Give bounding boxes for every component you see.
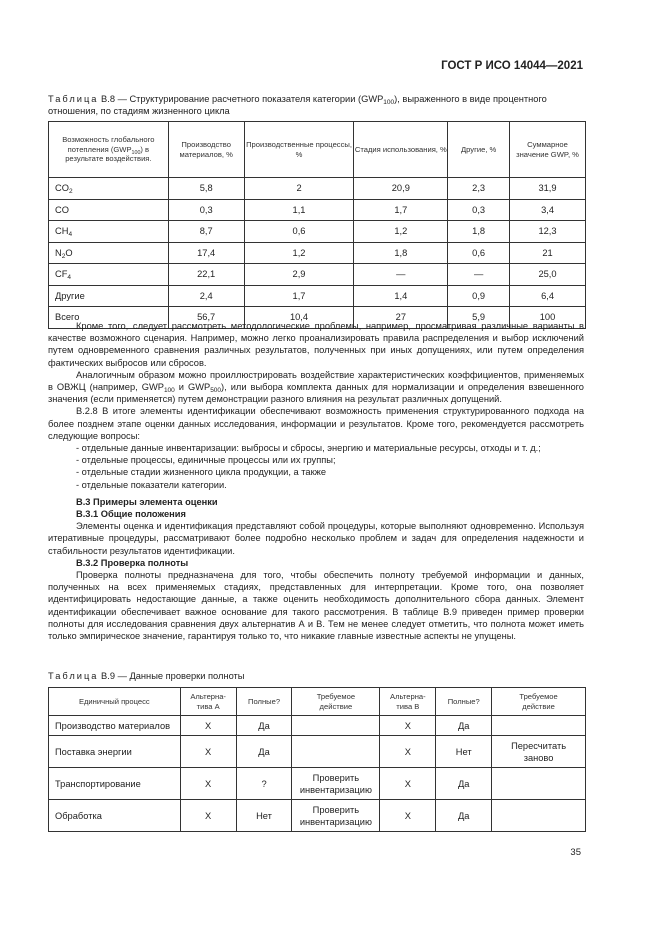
list-item: - отдельные процессы, единичные процессы или их группы; [76, 455, 336, 466]
value-cell: X [380, 768, 436, 800]
value-cell: 1,7 [354, 199, 448, 221]
value-cell: — [354, 264, 448, 286]
value-cell: Да [436, 716, 492, 736]
substance-cell: Всего [49, 307, 169, 329]
value-cell: 8,7 [168, 221, 244, 243]
substance-cell: $CH_4$ [49, 221, 169, 243]
list-item: - отдельные показатели категории. [76, 479, 227, 490]
value-cell: 56,7 [168, 307, 244, 329]
value-cell: 17,4 [168, 242, 244, 264]
substance-cell: $CF_4$ [49, 264, 169, 286]
subsection-heading: В.3.2 Проверка полноты [76, 557, 189, 568]
value-cell: ? [236, 768, 292, 800]
paragraph: Проверка полноты предназначена для того, чтобы обеспечить полноту требуемой информации и данных, полученных на всех применяемых стадиях, представленных для интерпретации. Кроме того, она позволяет идентифицировать недостающие данные, а также оценить необходимость дополнительного сбора данных. Элемент идентификации обеспечивает важное основание для такого рассмотрения. В таблице В.9 приведен пример проверки полноты для исследования сравнения двух альтернатив А и В. Тем не менее следует отметить, что полнота может иметь только эмпирическое значение, гарантируя только то, что никакие главные известные аспекты не упущены. [48, 570, 584, 642]
value-cell: 0,9 [448, 285, 510, 307]
table-b8-caption: Таблица В.8 — Структурирование расчетного показателя категории $(GWP_{100})$, выраженного в виде процентного отношения, по стадиям жизненного цикла [48, 94, 547, 116]
paragraph: Элементы оценка и идентификация представляют собой процедуры, которые выполняют одновременно. Используя итеративные процедуры, рассматривают более подробно несколько проблем и задач для определения надежности и стабильности результатов идентификации. [48, 521, 584, 556]
process-cell: Поставка энергии [49, 736, 181, 768]
table-row [49, 285, 586, 307]
value-cell: 0,6 [448, 242, 510, 264]
value-cell: 0,6 [244, 221, 354, 243]
paragraph: В.2.8 В итоге элементы идентификации обеспечивают возможность применения структурированного подхода на более позднем этапе оценки данных исследования, информации и результатов. Кроме того, рекомендуется рассмотреть следующие вопросы: [48, 406, 584, 441]
table-row [49, 178, 586, 200]
value-cell: 1,4 [354, 285, 448, 307]
table-row [49, 264, 586, 286]
value-cell: 0,3 [168, 199, 244, 221]
value-cell: 27 [354, 307, 448, 329]
value-cell: 100 [510, 307, 586, 329]
process-cell: Производство материалов [49, 716, 181, 736]
action-cell [492, 768, 586, 800]
header-cell: Полные? [436, 688, 492, 716]
value-cell: 25,0 [510, 264, 586, 286]
value-cell: Да [436, 768, 492, 800]
action-cell [492, 716, 586, 736]
table-row [49, 800, 586, 832]
list-item: - отдельные данные инвентаризации: выбросы и сбросы, энергию и материальные ресурсы, отходы и т. д.; [76, 443, 541, 454]
table-b9 [48, 687, 586, 832]
value-cell: 12,3 [510, 221, 586, 243]
section-heading: В.3 Примеры элемента оценки [76, 496, 218, 507]
header-cell: Требуемое действие [492, 688, 586, 716]
table-row [49, 736, 586, 768]
subsection-heading: В.3.1 Общие положения [76, 509, 186, 520]
action-cell: Пересчитать заново [492, 736, 586, 768]
value-cell: 5,9 [448, 307, 510, 329]
value-cell: Да [436, 800, 492, 832]
value-cell: Да [236, 736, 292, 768]
value-cell: 2 [244, 178, 354, 200]
header-cell: Другие, % [448, 122, 510, 178]
table-header-row [49, 122, 586, 178]
list-item: - отдельные стадии жизненного цикла продукции, а также [76, 467, 327, 478]
document-id: ГОСТ Р ИСО 14044—2021 [441, 60, 583, 72]
value-cell: 0,3 [448, 199, 510, 221]
substance-cell: $CO_2$ [49, 178, 169, 200]
header-cell: Стадия использования, % [354, 122, 448, 178]
substance-cell: CO [49, 199, 169, 221]
table-b9-caption: Таблица В.9 — Данные проверки полноты [48, 671, 245, 681]
table-header-row [49, 688, 586, 716]
value-cell: 1,8 [448, 221, 510, 243]
value-cell: Да [236, 716, 292, 736]
paragraph: Аналогичным образом можно проиллюстрировать воздействие характеристических коэффициентов, применяемых в ОВЖЦ (например, $GWP_{100}$ и $GWP_{500}$), или выбора комплекта данных для нормализации и определения взвешенного значения (если применяется) путем демонстрации разного влияния на результат различных допущений. [48, 369, 584, 405]
table-row [49, 221, 586, 243]
process-cell: Обработка [49, 800, 181, 832]
value-cell: 1,1 [244, 199, 354, 221]
substance-cell: $N_2O$ [49, 242, 169, 264]
action-cell [292, 736, 380, 768]
value-cell: X [380, 800, 436, 832]
value-cell: 1,2 [354, 221, 448, 243]
header-cell: Альтерна-тива В [380, 688, 436, 716]
value-cell: Нет [236, 800, 292, 832]
value-cell: 31,9 [510, 178, 586, 200]
value-cell: 1,8 [354, 242, 448, 264]
table-row [49, 242, 586, 264]
substance-cell: Другие [49, 285, 169, 307]
value-cell: X [180, 768, 236, 800]
value-cell: Нет [436, 736, 492, 768]
value-cell: 2,4 [168, 285, 244, 307]
header-cell: Производство материалов, % [168, 122, 244, 178]
header-cell: Возможность глобального потепления $(GWP_{100})$ в результате воздействия. [49, 122, 169, 178]
value-cell: X [180, 716, 236, 736]
value-cell: 20,9 [354, 178, 448, 200]
header-cell: Единичный процесс [49, 688, 181, 716]
header-cell: Требуемое действие [292, 688, 380, 716]
value-cell: X [380, 716, 436, 736]
body-text [48, 320, 584, 642]
paragraph: Кроме того, следует рассмотреть методологические проблемы, например, просматривая различные варианты в качестве возможного сценария. Например, можно легко проанализировать правила распределения и выбор исключений путем одновременного сравнения различных результатов, полученных при иных допущениях, или путем определения фактических выбросов или сбросов. [48, 321, 584, 368]
value-cell: — [448, 264, 510, 286]
value-cell: 21 [510, 242, 586, 264]
action-cell [492, 800, 586, 832]
table-row [49, 199, 586, 221]
value-cell: X [180, 800, 236, 832]
action-cell: Проверить инвентаризацию [292, 768, 380, 800]
header-cell: Производственные процессы, % [244, 122, 354, 178]
value-cell: 2,3 [448, 178, 510, 200]
value-cell: X [180, 736, 236, 768]
value-cell: X [380, 736, 436, 768]
value-cell: 2,9 [244, 264, 354, 286]
table-b8 [48, 121, 586, 329]
value-cell: 10,4 [244, 307, 354, 329]
header-cell: Полные? [236, 688, 292, 716]
value-cell: 6,4 [510, 285, 586, 307]
table-row [49, 716, 586, 736]
value-cell: 1,2 [244, 242, 354, 264]
value-cell: 3,4 [510, 199, 586, 221]
header-cell: Суммарное значение GWP, % [510, 122, 586, 178]
action-cell [292, 716, 380, 736]
process-cell: Транспортирование [49, 768, 181, 800]
value-cell: 5,8 [168, 178, 244, 200]
value-cell: 1,7 [244, 285, 354, 307]
table-row [49, 768, 586, 800]
value-cell: 22,1 [168, 264, 244, 286]
action-cell: Проверить инвентаризацию [292, 800, 380, 832]
header-cell: Альтерна-тива А [180, 688, 236, 716]
page-number: 35 [570, 847, 581, 858]
